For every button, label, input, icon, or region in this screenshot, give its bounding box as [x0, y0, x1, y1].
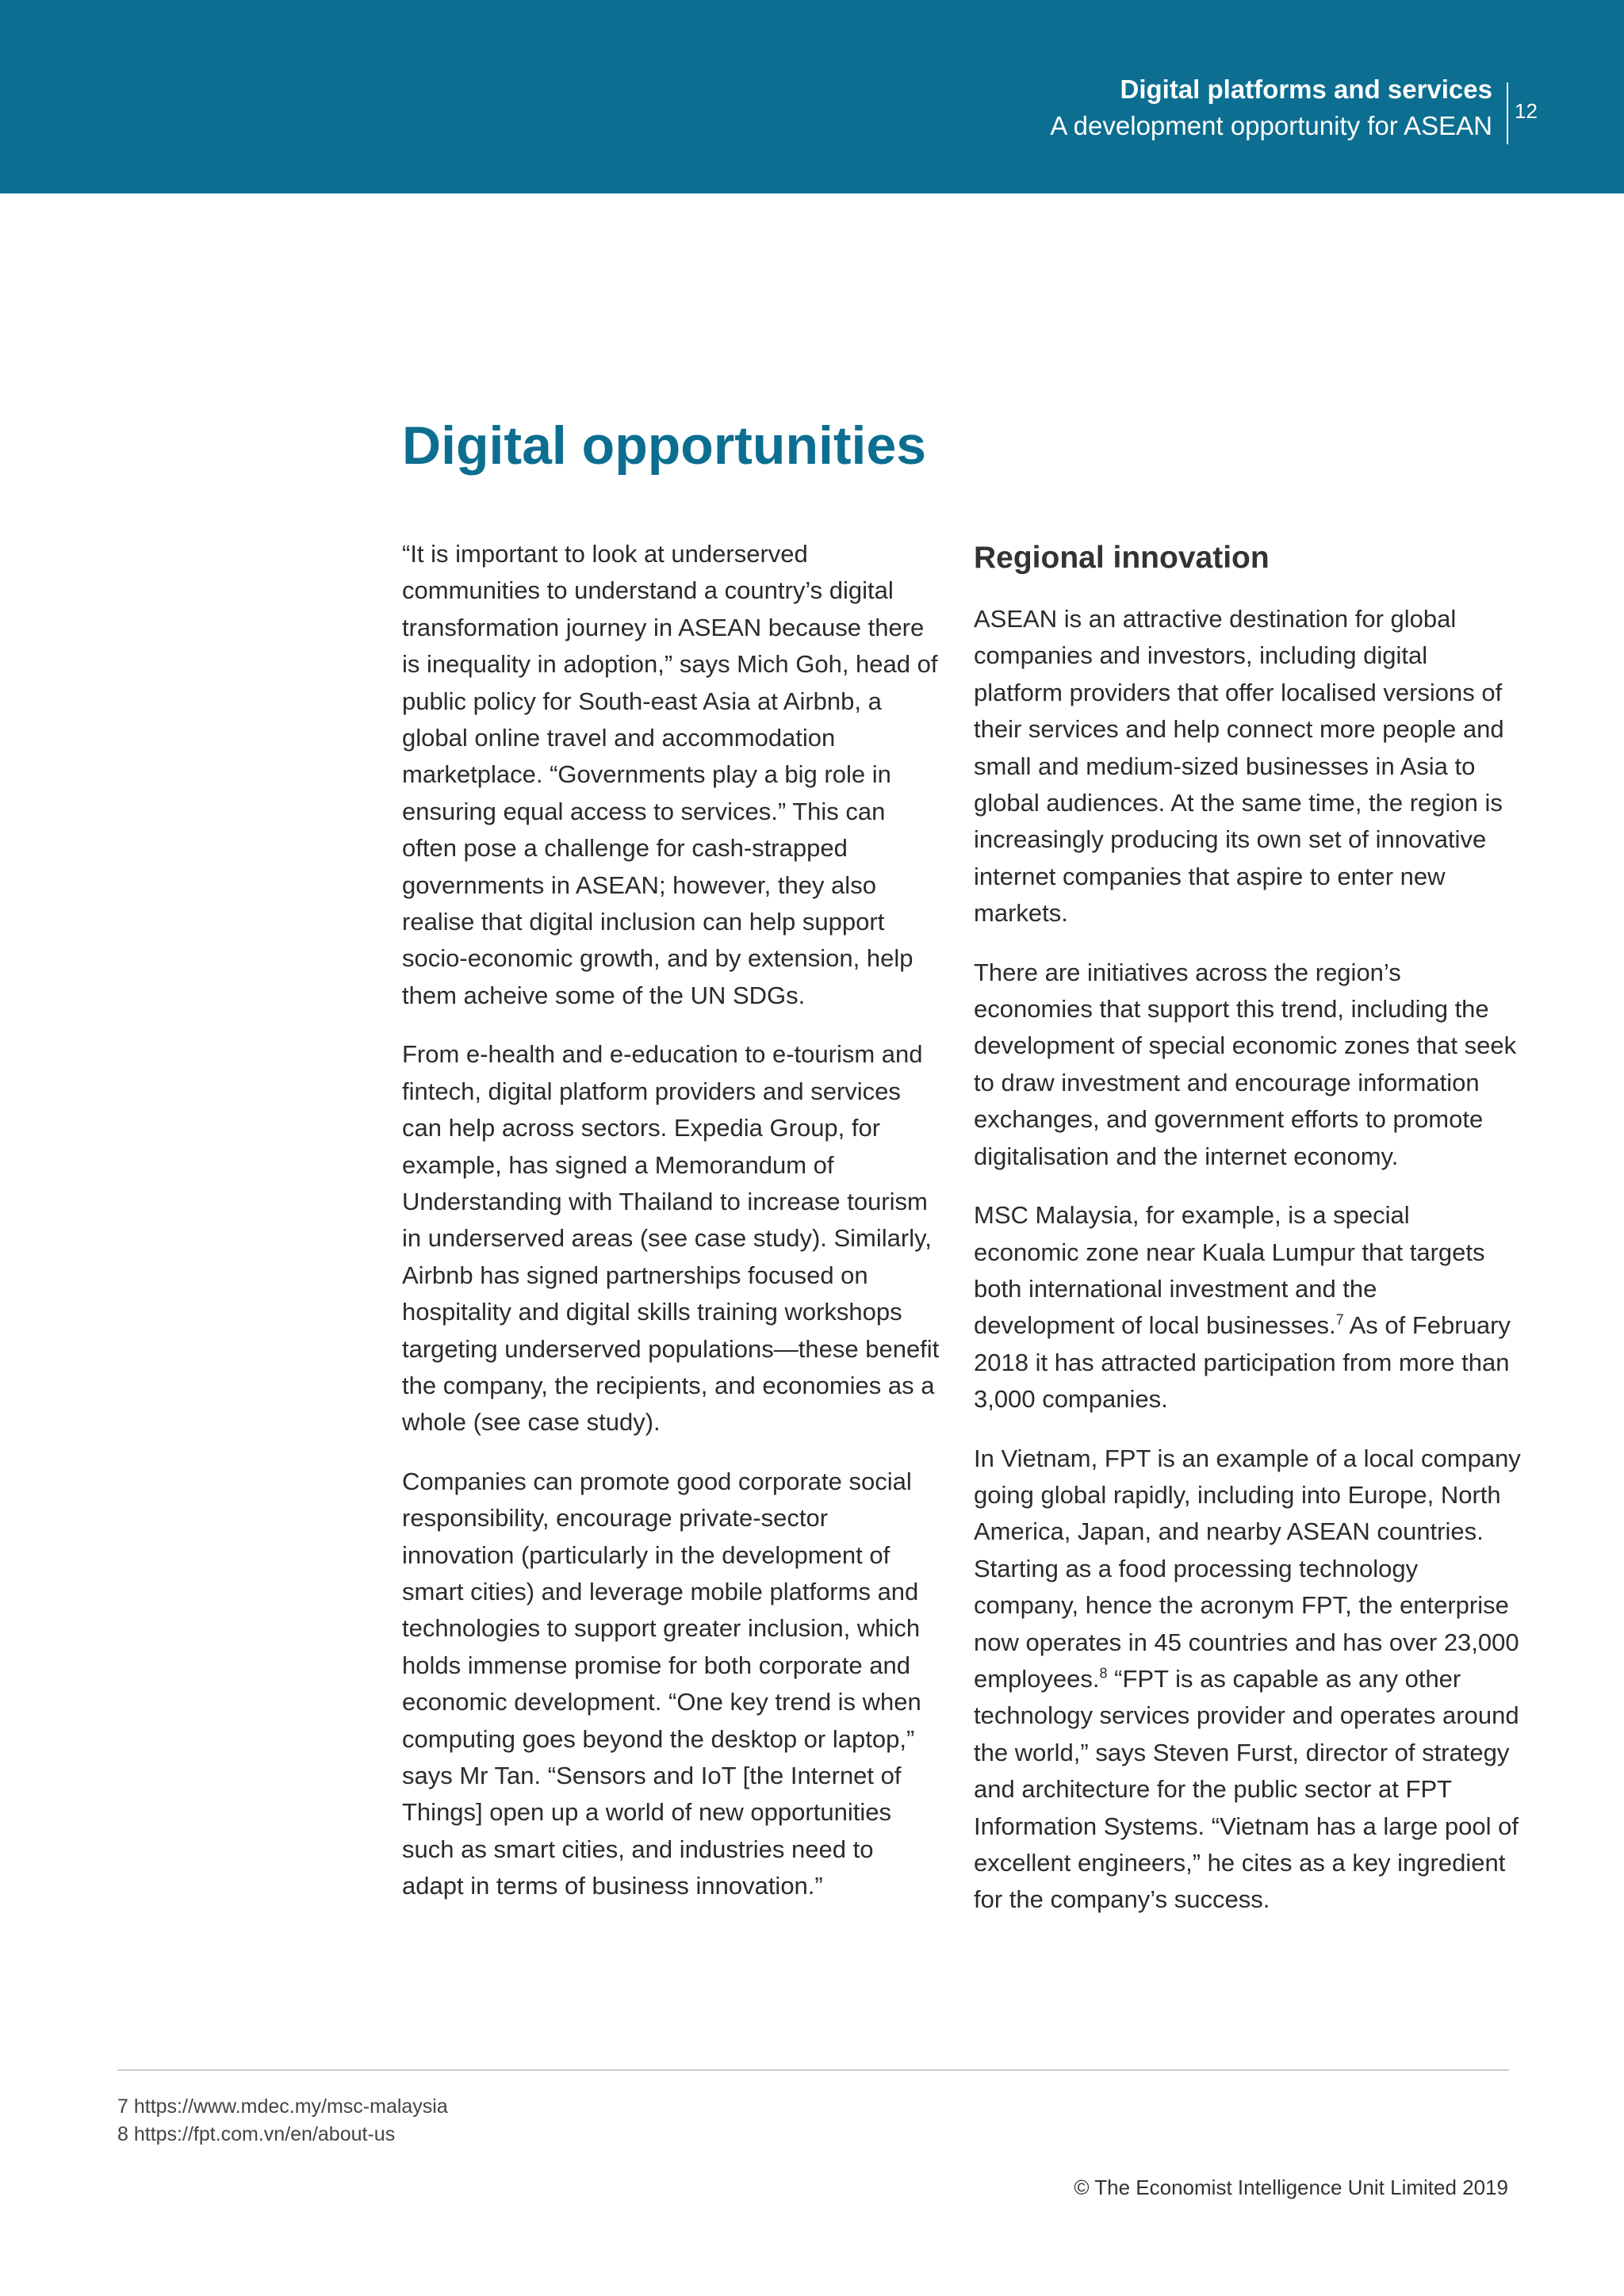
paragraph-text: MSC Malaysia, for example, is a special economic zone near Kuala Lumpur that targets both international investment and the development of local businesses. [974, 1201, 1485, 1340]
footnote: 7 https://www.mdec.my/msc-malaysia [117, 2095, 448, 2118]
paragraph-text: “FPT is as capable as any other technology services provider and operates around the world,” says Steven Furst, director of strategy and architecture for the public sector at FPT Information Systems. “Vietnam has a large pool of excellent engineers,” he cites as a key ingredient for the company’s success. [974, 1664, 1519, 1914]
body-paragraph: “It is important to look at underserved communities to understand a country’s digital transformation journey in ASEAN because there is inequality in adoption,” says Mich Goh, head of public policy for South-east Asia at Airbnb, a global online travel and accommodation marketplace. “Governments play a big role in ensuring equal access to services.” This can often pose a challenge for cash-strapped governments in ASEAN; however, they also realise that digital inclusion can help support socio-economic growth, and by extension, help them acheive some of the UN SDGs. [402, 540, 938, 1009]
body-paragraph [974, 1197, 1521, 1418]
right-column [974, 536, 1521, 1941]
footnotes [117, 2093, 448, 2149]
footnote-divider [117, 2069, 1509, 2071]
running-header [1050, 71, 1492, 144]
section-heading: Regional innovation [974, 541, 1270, 575]
left-column [402, 536, 941, 1927]
page-title: Digital opportunities [402, 415, 927, 476]
footnote-ref: 8 [1099, 1665, 1108, 1682]
footnote: 8 https://fpt.com.vn/en/about-us [117, 2123, 396, 2145]
paragraph-text: As of February 2018 it has attracted participation from more than 3,000 companies. [974, 1311, 1511, 1414]
body-paragraph: There are initiatives across the region’s economies that support this trend, including the development of special economic zones that seek to draw investment and encourage information exchanges, and government efforts to promote digitalisation and the internet economy. [974, 958, 1517, 1170]
body-paragraph [974, 1441, 1521, 1919]
copyright: © The Economist Intelligence Unit Limited 2019 [1074, 2175, 1508, 2199]
body-paragraph: Companies can promote good corporate social responsibility, encourage private-sector innovation (particularly in the development of smart cities) and leverage mobile platforms and technologies to support greater inclusion, which holds immense promise for both corporate and economic development. “One key trend is when computing goes beyond the desktop or laptop,” says Mr Tan. “Sensors and IoT [the Internet of Things] open up a world of new opportunities such as smart cities, and industries need to adapt in terms of business innovation.” [402, 1467, 921, 1900]
header-subtitle: A development opportunity for ASEAN [1050, 111, 1492, 140]
header-title: Digital platforms and services [1120, 75, 1492, 104]
header-divider [1507, 82, 1508, 144]
page-number: 12 [1515, 99, 1538, 123]
paragraph-text: In Vietnam, FPT is an example of a local company going global rapidly, including into Europe, North America, Japan, and nearby ASEAN countries. Starting as a food processing technology company, hence the acronym FPT, the enterprise now operates in 45 countries and has over 23,000 employees. [974, 1444, 1521, 1693]
footnote-ref: 7 [1335, 1311, 1344, 1328]
body-paragraph: ASEAN is an attractive destination for global companies and investors, including digital platform providers that offer localised versions of their services and help connect more people and small and medium-sized businesses in Asia to global audiences. At the same time, the region is increasingly producing its own set of innovative internet companies that aspire to enter new markets. [974, 605, 1504, 928]
body-paragraph: From e-health and e-education to e-tourism and fintech, digital platform providers and services can help across sectors. Expedia Group, for example, has signed a Memorandum of Understanding with Thailand to increase tourism in underserved areas (see case study). Similarly, Airbnb has signed partnerships focused on hospitality and digital skills training workshops targeting underserved populations—these benefit the company, the recipients, and economies as a whole (see case study). [402, 1040, 940, 1437]
